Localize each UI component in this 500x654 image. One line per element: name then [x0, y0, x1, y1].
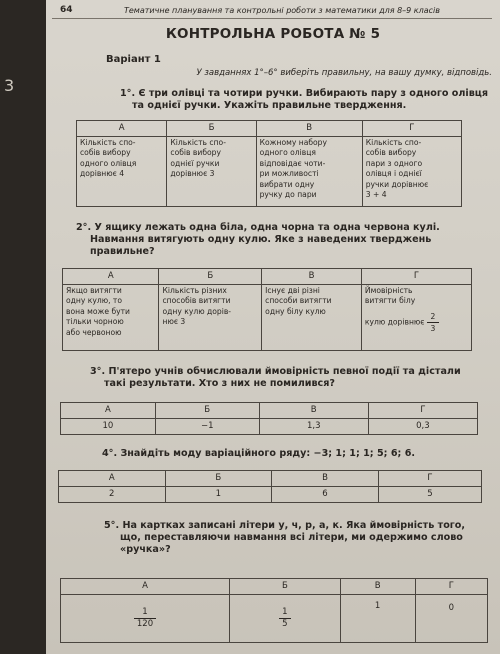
instructions: У завданнях 1°–6° виберіть правильну, на вашу думку, відповідь. — [196, 68, 492, 78]
q2-header-d: Г — [361, 269, 471, 285]
q3-option-a: 10 — [61, 418, 156, 434]
background-edge-mark: 3 — [4, 76, 15, 95]
question-1 — [120, 88, 492, 112]
q2-option-c: Існує дві різні способи витягти одну білу кулю — [262, 284, 362, 350]
textbook-page — [46, 0, 500, 654]
question-3 — [90, 366, 490, 390]
running-title: Тематичне планування та контрольні роботи з математики для 8–9 класів — [124, 6, 440, 15]
question-2 — [76, 222, 488, 258]
q4-option-a: 2 — [59, 486, 166, 502]
question-4-line-1: 4°. Знайдіть моду варіаційного ряду: −3; 1; 1; 1; 5; 6; 6. — [102, 448, 416, 459]
q3-option-b: −1 — [155, 418, 259, 434]
q4-header-c: В — [272, 471, 379, 487]
q5-header-c: В — [340, 579, 415, 595]
q3-header-d: Г — [368, 403, 477, 419]
q1-option-a: Кількість спо- собів вибору одного олівця дорівнює 4 — [77, 136, 167, 206]
question-5-line-1: 5°. На картках записані літери у, ч, р, а, к. Яка ймовірність того, — [104, 520, 466, 531]
q5-header-a: А — [61, 579, 230, 595]
q3-option-d: 0,3 — [368, 418, 477, 434]
q4-header-b: Б — [165, 471, 272, 487]
q2-header-a: А — [63, 269, 159, 285]
question-5-line-3: «ручка»? — [120, 544, 171, 555]
variant-label: Варіант 1 — [106, 54, 161, 65]
page-number: 64 — [60, 5, 73, 15]
q1-header-b: Б — [167, 121, 256, 137]
q2-fraction: $\frac{2}{3}$ — [427, 311, 439, 334]
question-5-line-2: що, переставляючи навмання всі літери, ми одержимо слово — [120, 532, 463, 543]
q4-header-d: Г — [378, 471, 481, 487]
question-4-answer-table — [58, 470, 482, 503]
question-1-answer-table — [76, 120, 462, 207]
q3-option-c: 1,3 — [259, 418, 368, 434]
page-header — [52, 2, 492, 19]
q2-option-b: Кількість різних способів витягти одну кулю дорів- нює 3 — [159, 284, 262, 350]
q3-header-c: В — [259, 403, 368, 419]
page-title: КОНТРОЛЬНА РОБОТА № 5 — [165, 26, 381, 42]
q1-option-b: Кількість спо- собів вибору однієї ручки дорівнює 3 — [167, 136, 256, 206]
q4-header-a: А — [59, 471, 166, 487]
q1-header-c: В — [256, 121, 362, 137]
q2-option-d: Ймовірність витягти білу кулю дорівнює $\frac{2}{3}$ — [361, 284, 471, 350]
q3-header-a: А — [61, 403, 156, 419]
q2-header-b: Б — [159, 269, 262, 285]
q5-option-c: 1 — [340, 594, 415, 642]
q1-header-a: А — [77, 121, 167, 137]
question-2-line-1: 2°. У ящику лежать одна біла, одна чорна та одна червона кулі. — [76, 222, 440, 233]
question-2-line-2: Навмання витягують одну кулю. Яке з наведених тверджень — [90, 234, 432, 245]
q5-option-d: 0 — [415, 594, 487, 642]
question-2-line-3: правильне? — [90, 246, 155, 257]
q2-header-c: В — [262, 269, 362, 285]
q5-option-b: $\frac{1}{5}$ — [230, 594, 341, 642]
q1-header-d: Г — [362, 121, 461, 137]
q5-header-b: Б — [230, 579, 341, 595]
question-2-answer-table — [62, 268, 472, 351]
q1-option-c: Кожному набору одного олівця відповідає чоти- ри можливості вибрати одну ручку до пари — [256, 136, 362, 206]
question-1-line-2: та однієї ручки. Укажіть правильне твердження. — [132, 100, 407, 111]
q4-option-c: 6 — [272, 486, 379, 502]
question-5-answer-table — [60, 578, 488, 643]
q3-header-b: Б — [155, 403, 259, 419]
question-4 — [102, 448, 492, 460]
question-3-answer-table — [60, 402, 478, 435]
q1-option-d: Кількість спо- собів вибору пари з одного олівця і однієї ручки дорівнює 3 + 4 — [362, 136, 461, 206]
q5-option-a: $\frac{1}{120}$ — [61, 594, 230, 642]
q5-header-d: Г — [415, 579, 487, 595]
q4-option-d: 5 — [378, 486, 481, 502]
question-1-line-1: 1°. Є три олівці та чотири ручки. Вибирають пару з одного олівця — [120, 88, 489, 99]
question-3-line-2: такі результати. Хто з них не помилився? — [104, 378, 335, 389]
q4-option-b: 1 — [165, 486, 272, 502]
question-5 — [104, 520, 496, 556]
question-3-line-1: 3°. П'ятеро учнів обчислювали ймовірність певної події та дістали — [90, 366, 461, 377]
q2-option-a: Якщо витягти одну кулю, то вона може бути тільки чорною або червоною — [63, 284, 159, 350]
